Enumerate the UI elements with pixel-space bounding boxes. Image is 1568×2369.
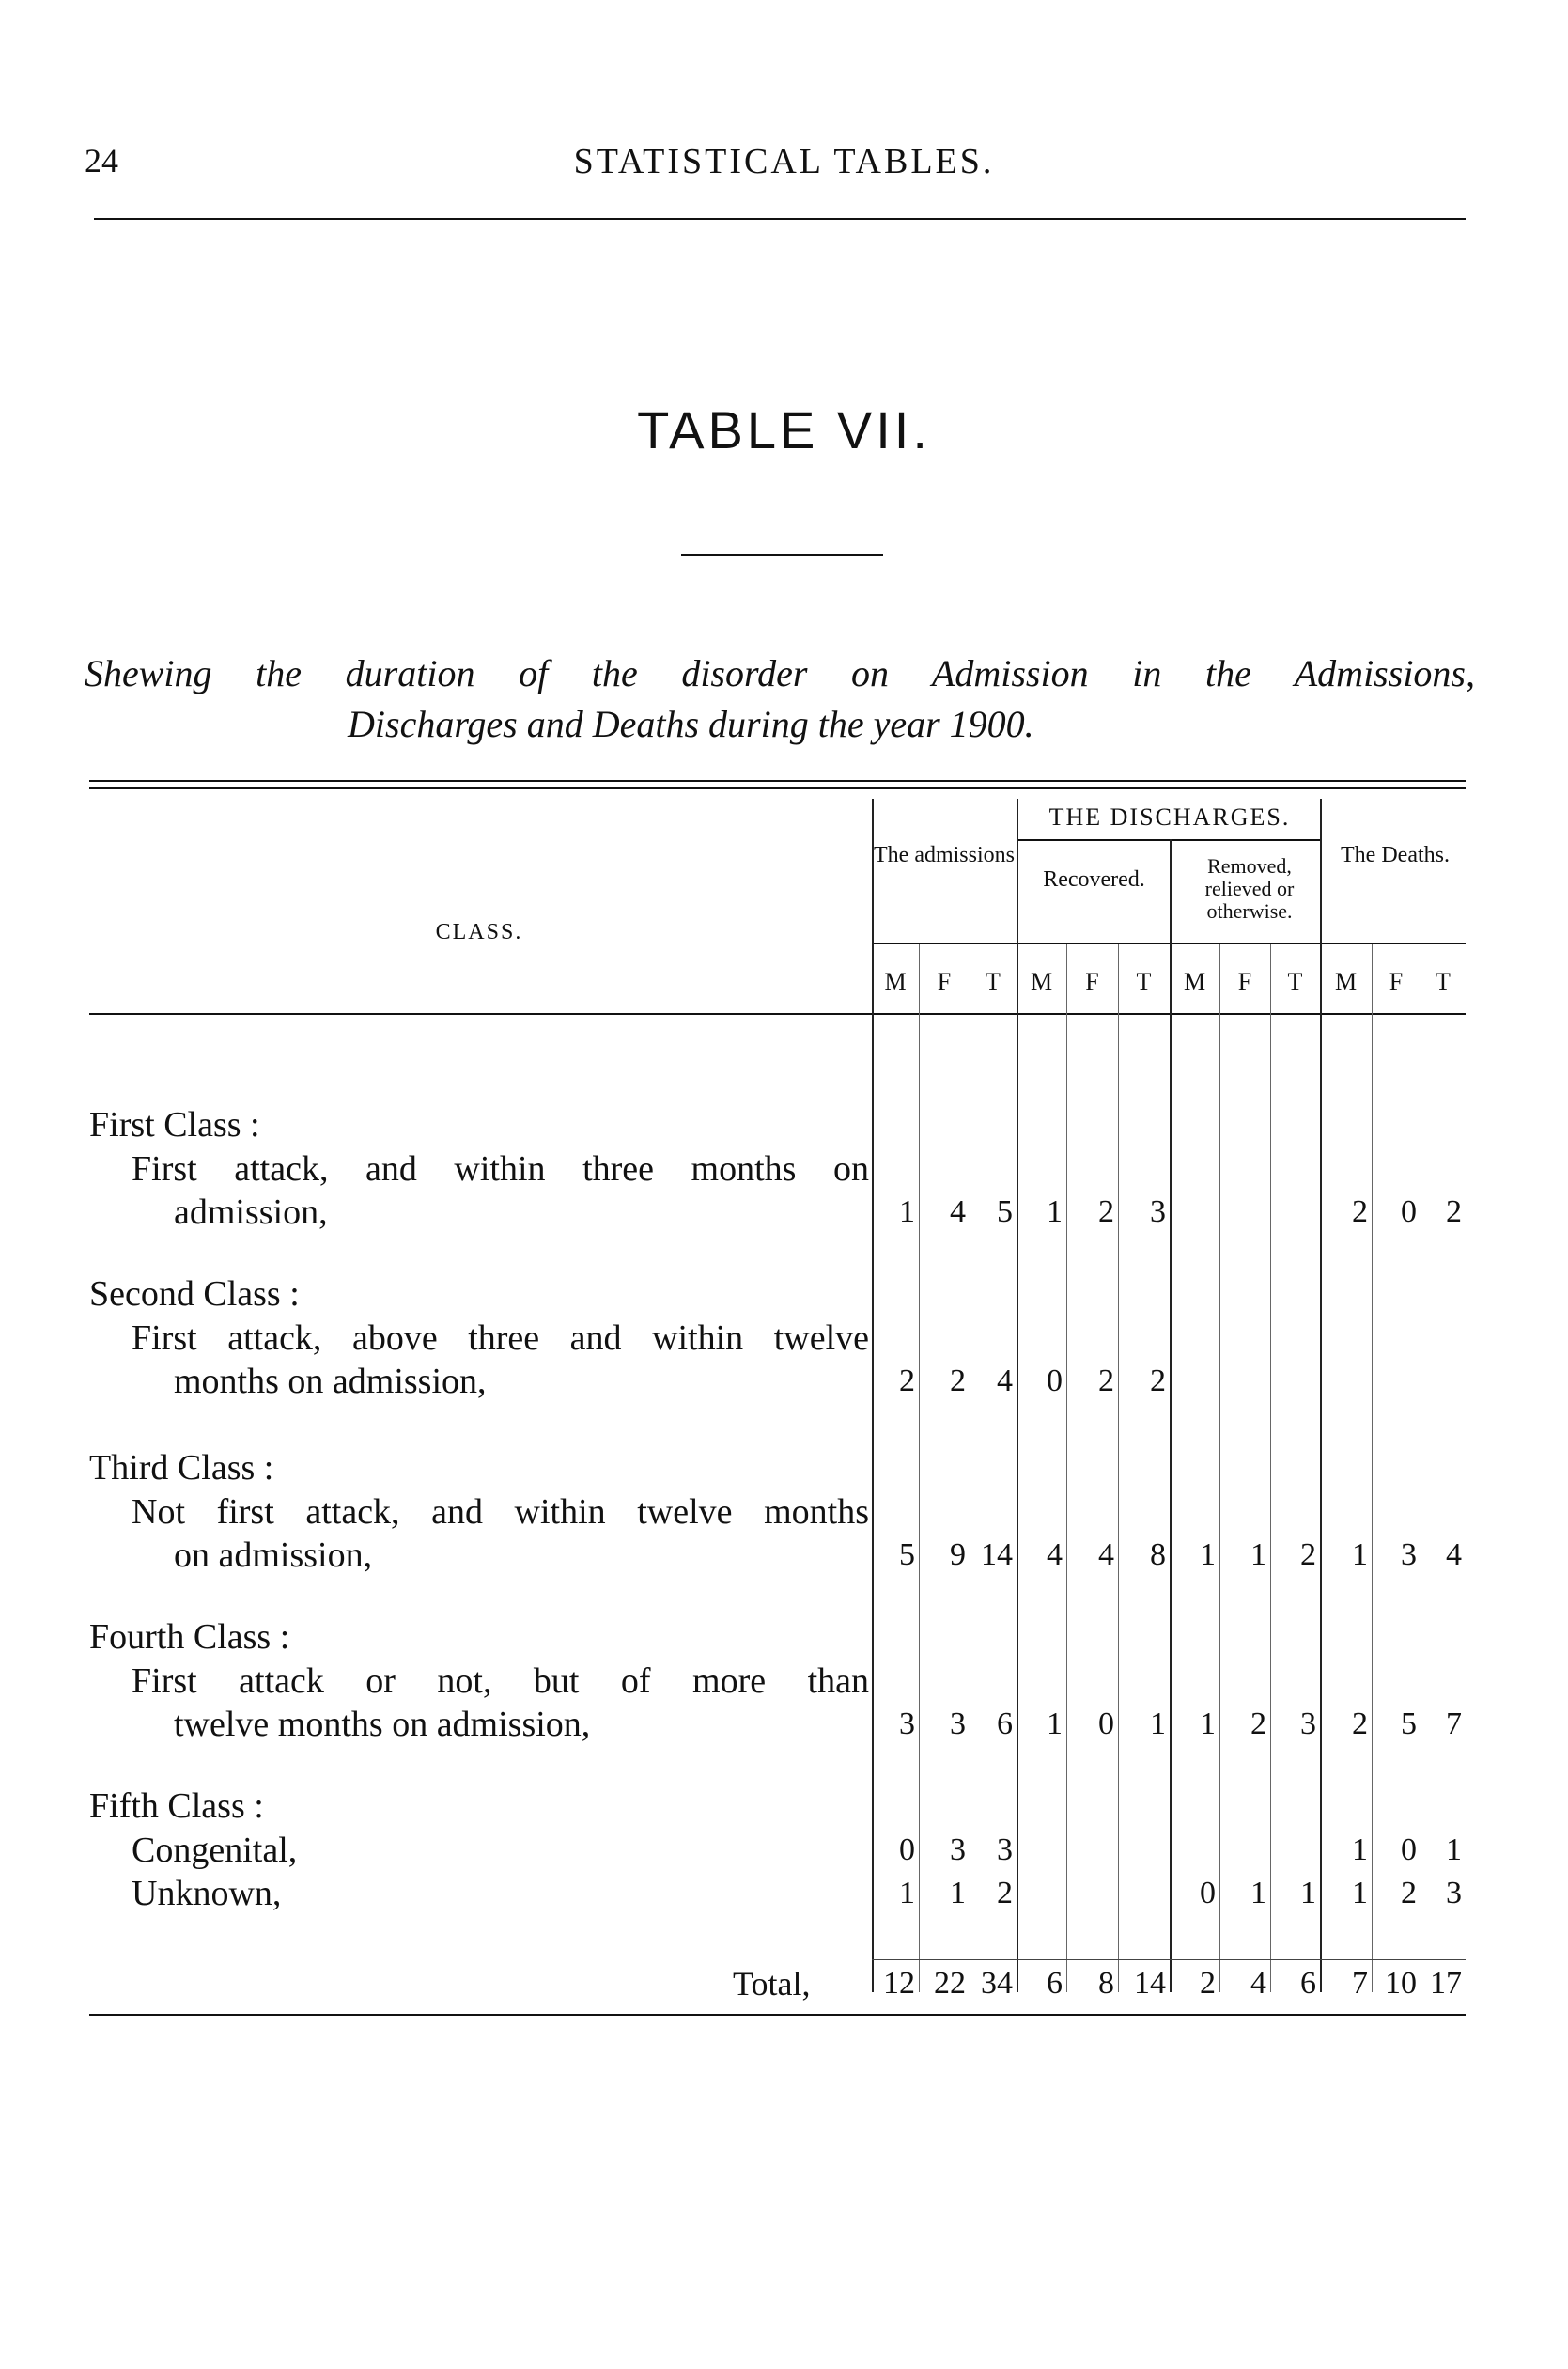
minor-col-line [1270, 944, 1271, 1992]
data-cell: 2 [1098, 1194, 1114, 1229]
head-rule [94, 218, 1466, 220]
row-description: months on admission, [174, 1362, 487, 1401]
row-description: First attack, above three and within twelve [132, 1318, 869, 1358]
class-group-label: Fifth Class : [89, 1786, 264, 1826]
data-cell: 2 [1150, 1364, 1166, 1398]
total-cell: 8 [1098, 1966, 1114, 2001]
row-description: twelve months on admission, [174, 1705, 591, 1744]
data-cell: 14 [981, 1537, 1013, 1572]
data-cell: 2 [1250, 1707, 1266, 1741]
row-description: Congenital, [132, 1831, 298, 1870]
class-group-label: Third Class : [89, 1448, 274, 1488]
data-cell: 1 [1300, 1876, 1316, 1910]
col-line-removed [1170, 839, 1172, 1992]
column-letter: F [1237, 968, 1252, 995]
column-letter: T [1436, 968, 1451, 995]
data-cell: 9 [950, 1537, 966, 1572]
total-cell: 17 [1430, 1966, 1462, 2001]
minor-col-line [1066, 944, 1067, 1992]
row-description: Unknown, [132, 1874, 282, 1913]
discharges-header: THE DISCHARGES. [1048, 803, 1291, 831]
data-cell: 1 [950, 1876, 966, 1910]
minor-col-line [1372, 944, 1373, 1992]
data-cell: 2 [899, 1364, 915, 1398]
minor-col-line [1118, 944, 1119, 1992]
row-description: Not first attack, and within twelve months [132, 1492, 869, 1532]
data-cell: 3 [1150, 1194, 1166, 1229]
admissions-header: The admissions [874, 843, 1015, 867]
row-description: First attack or not, but of more than [132, 1661, 869, 1701]
data-cell: 2 [1401, 1876, 1417, 1910]
total-label: Total, [733, 1965, 811, 2003]
data-cell: 4 [950, 1194, 966, 1229]
total-cell: 22 [934, 1966, 966, 2001]
data-cell: 3 [997, 1832, 1013, 1867]
data-cell: 5 [899, 1537, 915, 1572]
column-letter: F [937, 968, 952, 995]
data-cell: 0 [1098, 1707, 1114, 1741]
row-description: First attack, and within three months on [132, 1149, 869, 1189]
data-cell: 3 [1446, 1876, 1462, 1910]
data-cell: 5 [997, 1194, 1013, 1229]
removed-header: Removed, relieved or otherwise. [1204, 854, 1295, 923]
data-cell: 0 [1401, 1194, 1417, 1229]
class-group-label: Second Class : [89, 1274, 300, 1314]
column-letter: M [1334, 968, 1358, 995]
data-cell: 3 [899, 1707, 915, 1741]
page-number: 24 [85, 142, 118, 179]
total-cell: 2 [1200, 1966, 1216, 2001]
data-cell: 1 [1352, 1876, 1368, 1910]
data-cell: 1 [1200, 1537, 1216, 1572]
caption-line-1: Shewing the duration of the disorder on Admission in the Admissions, [85, 652, 1475, 694]
data-cell: 4 [1098, 1537, 1114, 1572]
total-cell: 6 [1047, 1966, 1063, 2001]
data-cell: 3 [1300, 1707, 1316, 1741]
data-cell: 0 [1401, 1832, 1417, 1867]
table-top-rule-1 [89, 780, 1466, 782]
data-cell: 2 [1300, 1537, 1316, 1572]
data-cell: 4 [1446, 1537, 1462, 1572]
data-cell: 4 [1047, 1537, 1063, 1572]
data-cell: 1 [1047, 1707, 1063, 1741]
data-cell: 8 [1150, 1537, 1166, 1572]
data-cell: 0 [1200, 1876, 1216, 1910]
data-cell: 1 [1352, 1832, 1368, 1867]
data-cell: 1 [1352, 1537, 1368, 1572]
data-cell: 1 [1446, 1832, 1462, 1867]
data-cell: 2 [1098, 1364, 1114, 1398]
data-cell: 6 [997, 1707, 1013, 1741]
data-cell: 0 [899, 1832, 915, 1867]
column-letter: M [1183, 968, 1206, 995]
header-bottom-rule [89, 1013, 1466, 1015]
data-cell: 1 [1047, 1194, 1063, 1229]
caption-line-2: Discharges and Deaths during the year 1900. [348, 703, 1034, 745]
column-letter: T [1136, 968, 1152, 995]
data-cell: 2 [950, 1364, 966, 1398]
total-top-rule [872, 1959, 1466, 1960]
table-caption [85, 648, 1475, 750]
total-cell: 14 [1134, 1966, 1166, 2001]
data-cell: 1 [899, 1194, 915, 1229]
class-header: CLASS. [435, 920, 523, 944]
data-cell: 1 [1250, 1537, 1266, 1572]
data-cell: 7 [1446, 1707, 1462, 1741]
table-bottom-rule [89, 2014, 1466, 2016]
class-group-label: Fourth Class : [89, 1617, 290, 1657]
total-cell: 12 [883, 1966, 915, 2001]
row-description: admission, [174, 1192, 328, 1232]
column-letter: M [1030, 968, 1053, 995]
class-group-label: First Class : [89, 1105, 260, 1145]
data-cell: 2 [1352, 1194, 1368, 1229]
column-letter: T [1287, 968, 1303, 995]
table-top-rule-2 [89, 787, 1466, 789]
total-cell: 6 [1300, 1966, 1316, 2001]
deaths-header: The Deaths. [1341, 843, 1450, 867]
total-cell: 7 [1352, 1966, 1368, 2001]
row-description: on admission, [174, 1535, 373, 1575]
total-cell: 10 [1385, 1966, 1417, 2001]
data-cell: 0 [1047, 1364, 1063, 1398]
total-cell: 34 [981, 1966, 1013, 2001]
data-cell: 1 [1250, 1876, 1266, 1910]
minor-col-line [919, 944, 920, 1992]
data-cell: 1 [899, 1876, 915, 1910]
data-cell: 2 [1352, 1707, 1368, 1741]
column-letter: T [986, 968, 1001, 995]
column-letter: M [884, 968, 907, 995]
data-cell: 1 [1150, 1707, 1166, 1741]
data-cell: 2 [1446, 1194, 1462, 1229]
data-cell: 4 [997, 1364, 1013, 1398]
column-letter: F [1085, 968, 1099, 995]
data-cell: 5 [1401, 1707, 1417, 1741]
recovered-header: Recovered. [1043, 867, 1145, 892]
title-rule [681, 554, 883, 556]
data-cell: 3 [950, 1832, 966, 1867]
minor-col-line [1219, 944, 1220, 1992]
running-head: STATISTICAL TABLES. [573, 142, 995, 181]
data-cell: 1 [1200, 1707, 1216, 1741]
column-letter: F [1389, 968, 1404, 995]
data-cell: 3 [1401, 1537, 1417, 1572]
table-title: TABLE VII. [637, 400, 931, 460]
total-cell: 4 [1250, 1966, 1266, 2001]
data-cell: 3 [950, 1707, 966, 1741]
data-cell: 2 [997, 1876, 1013, 1910]
